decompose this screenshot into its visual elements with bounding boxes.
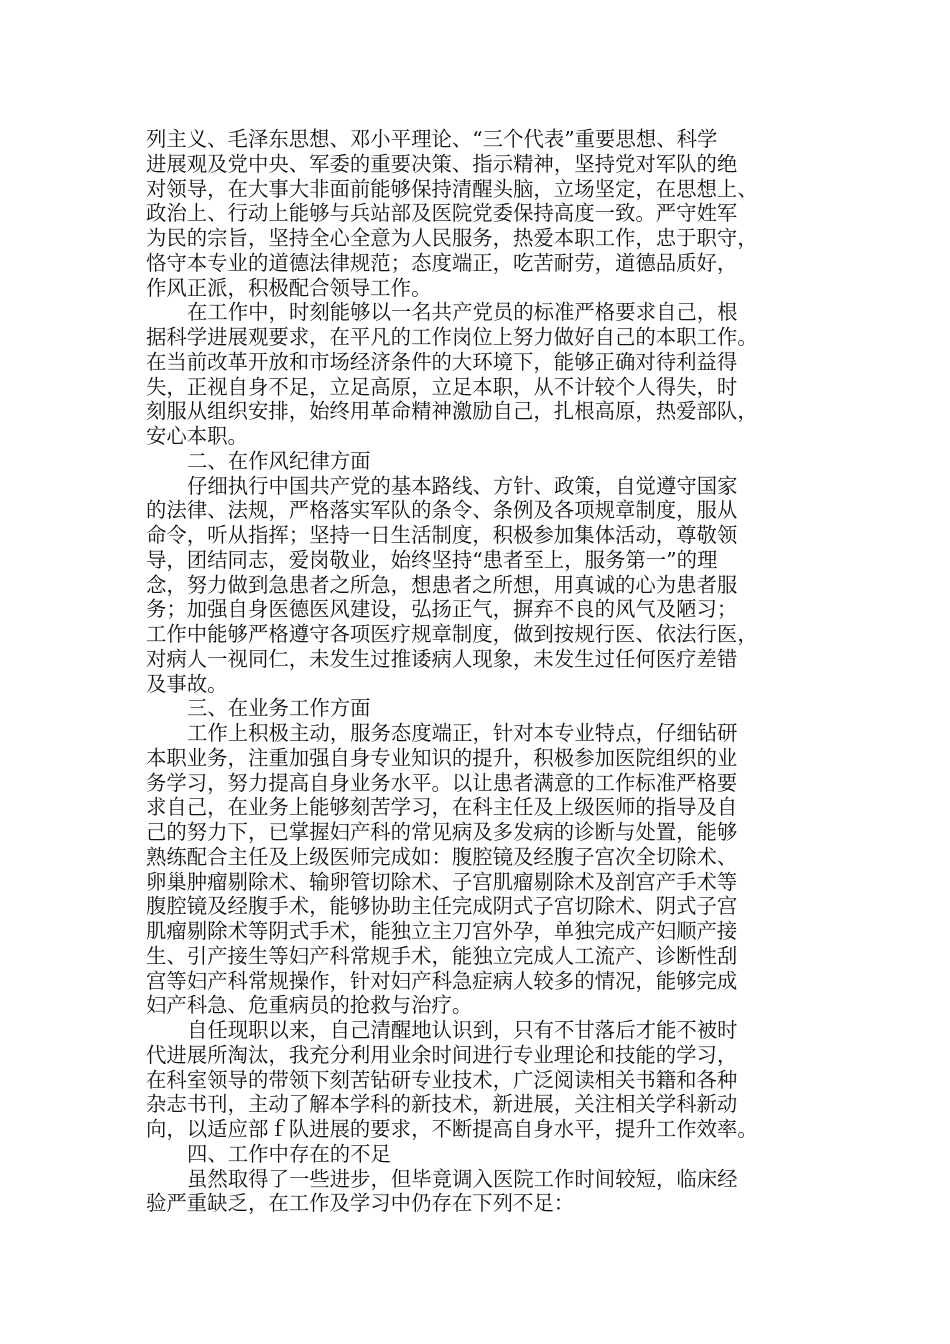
paragraph-start-line: 工作上积极主动，服务态度端正，针对本专业特点，仔细钻研 xyxy=(187,721,738,745)
text-line: 进展观及党中央、军委的重要决策、指示精神，坚持党对军队的绝 xyxy=(146,151,738,176)
text-line: 腹腔镜及经腹手术，能够协助主任完成阴式子宫切除术、阴式子宫 xyxy=(146,894,738,919)
text-line: 肌瘤剔除术等阴式手术，能独立主刀宫外孕，单独完成产妇顺产接 xyxy=(146,919,738,943)
text-line: 对领导，在大事大非面前能够保持清醒头脑，立场坚定，在思想上、 xyxy=(146,176,758,201)
text-line: 为民的宗旨，坚持全心全意为人民服务，热爱本职工作，忠于职守， xyxy=(146,226,758,250)
text-line: 安心本职。 xyxy=(146,424,248,448)
section-heading: 四、工作中存在的不足 xyxy=(187,1141,391,1166)
paragraph-start-line: 在工作中，时刻能够以一名共产党员的标准严格要求自己，根 xyxy=(187,300,738,325)
text-line: 务学习，努力提高自身业务水平。以让患者满意的工作标准严格要 xyxy=(146,770,738,795)
text-line: 的法律、法规，严格落实军队的条令、条例及各项规章制度，服从 xyxy=(146,498,738,523)
text-line: 政治上、行动上能够与兵站部及医院党委保持高度一致。严守姓军 xyxy=(146,201,738,226)
text-line: 失，正视自身不足，立足高原，立足本职，从不计较个人得失，时 xyxy=(146,374,738,399)
text-line: 宫等妇产科常规操作，针对妇产科急症病人较多的情况，能够完成 xyxy=(146,968,738,993)
text-line: 代进展所淘汰，我充分利用业余时间进行专业理论和技能的学习， xyxy=(146,1042,738,1067)
text-line: 工作中能够严格遵守各项医疗规章制度，做到按规行医、依法行医， xyxy=(146,622,758,646)
paragraph-start-line: 仔细执行中国共产党的基本路线、方针、政策，自觉遵守国家 xyxy=(187,473,738,498)
document-body xyxy=(146,127,806,1216)
text-line: 杂志书刊，主动了解本学科的新技术，新进展，关注相关学科新动 xyxy=(146,1092,738,1117)
paragraph-start-line: 虽然取得了一些进步，但毕竟调入医院工作时间较短，临床经 xyxy=(187,1166,738,1191)
text-line: 卵巢肿瘤剔除术、输卵管切除术、子宫肌瘤剔除术及剖宫产手术等 xyxy=(146,869,738,894)
text-line: 在科室领导的带领下刻苦钻研专业技术，广泛阅读相关书籍和各种 xyxy=(146,1067,738,1092)
section-heading: 二、在作风纪律方面 xyxy=(187,448,371,473)
text-line: 己的努力下，已掌握妇产科的常见病及多发病的诊断与处置，能够 xyxy=(146,820,738,844)
text-line: 生、引产接生等妇产科常规手术，能独立完成人工流产、诊断性刮 xyxy=(146,943,738,968)
text-line: 对病人一视同仁，未发生过推诿病人现象，未发生过任何医疗差错 xyxy=(146,646,738,671)
text-line: 刻服从组织安排，始终用革命精神激励自己，扎根高原，热爱部队， xyxy=(146,399,758,424)
section-heading: 三、在业务工作方面 xyxy=(187,696,371,721)
text-line: 命令，听从指挥；坚持一日生活制度，积极参加集体活动，尊敬领 xyxy=(146,523,738,547)
text-line: 念，努力做到急患者之所急，想患者之所想，用真诚的心为患者服 xyxy=(146,572,738,597)
text-line: 本职业务，注重加强自身专业知识的提升，积极参加医院组织的业 xyxy=(146,745,738,770)
text-line: 求自己，在业务上能够刻苦学习，在科主任及上级医师的指导及自 xyxy=(146,795,738,820)
text-line: 妇产科急、危重病员的抢救与治疗。 xyxy=(146,993,473,1018)
text-line: 及事故。 xyxy=(146,671,228,696)
text-line: 导，团结同志，爱岗敬业，始终坚持“患者至上，服务第一”的理 xyxy=(146,547,718,572)
text-line: 熟练配合主任及上级医师完成如：腹腔镜及经腹子宫次全切除术、 xyxy=(146,844,738,869)
text-line: 恪守本专业的道德法律规范；态度端正，吃苦耐劳，道德品质好， xyxy=(146,250,738,275)
text-line: 务；加强自身医德医风建设，弘扬正气，摒弃不良的风气及陋习； xyxy=(146,597,738,622)
text-line: 向，以适应部ｆ队进展的要求，不断提高自身水平，提升工作效率。 xyxy=(146,1117,758,1141)
text-line: 列主义、毛泽东思想、邓小平理论、“三个代表”重要思想、科学 xyxy=(146,127,718,151)
paragraph-start-line: 自任现职以来，自己清醒地认识到，只有不甘落后才能不被时 xyxy=(187,1018,738,1042)
text-line: 验严重缺乏，在工作及学习中仍存在下列不足： xyxy=(146,1191,575,1216)
text-line: 在当前改革开放和市场经济条件的大环境下，能够正确对待利益得 xyxy=(146,349,738,374)
text-line: 作风正派，积极配合领导工作。 xyxy=(146,275,432,300)
text-line: 据科学进展观要求，在平凡的工作岗位上努力做好自己的本职工作。 xyxy=(146,325,758,349)
